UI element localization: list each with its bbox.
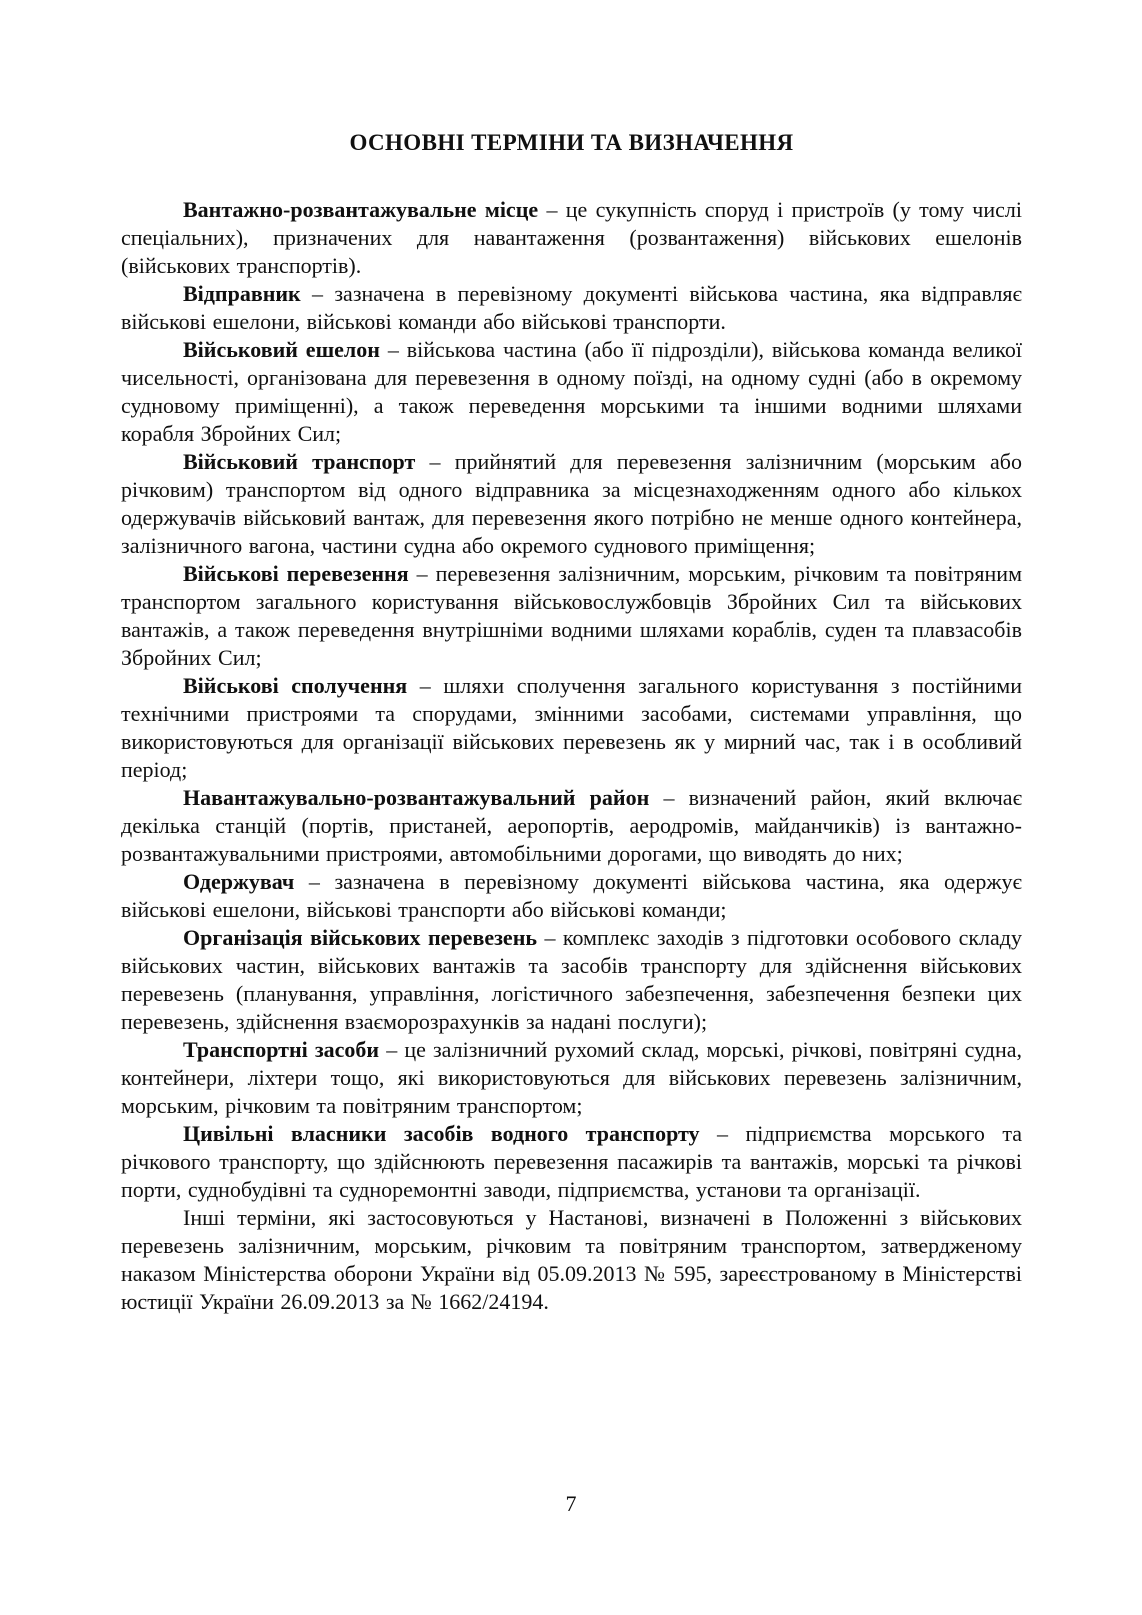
definition-text: – зазначена в перевізному документі військова частина, яка відправляє військові ешелони, військові команди або військові транспорти.	[121, 281, 1022, 334]
definition-text: – військова частина (або її підрозділи), військова команда великої чисельності, організована для перевезення в одному поїзді, на одному судні (або в окремому судновому приміщенні), а також переведення морськими та іншими водними шляхами корабля Збройних Сил;	[121, 337, 1022, 446]
definitions-list	[121, 196, 1022, 1316]
term: Військовий ешелон	[183, 337, 380, 362]
definition-paragraph	[121, 1036, 1022, 1120]
term: Організація військових перевезень	[183, 925, 537, 950]
closing-paragraph	[121, 1204, 1022, 1316]
term: Військові перевезення	[183, 561, 409, 586]
definition-paragraph	[121, 1120, 1022, 1204]
definition-text: – шляхи сполучення загального користування з постійними технічними пристроями та спорудами, змінними засобами, системами управління, що використовуються для організації військових перевезень як у мирний час, так і в особливий період;	[121, 673, 1022, 782]
definition-text: – підприємства морського та річкового транспорту, що здійснюють перевезення пасажирів та вантажів, морські та річкові порти, суднобудівні та судноремонтні заводи, підприємства, установи та організації.	[121, 1121, 1022, 1202]
definition-text: – зазначена в перевізному документі військова частина, яка одержує військові ешелони, військові транспорти або військові команди;	[121, 869, 1022, 922]
term: Одержувач	[183, 869, 295, 894]
definition-paragraph	[121, 672, 1022, 784]
definition-paragraph	[121, 784, 1022, 868]
term: Транспортні засоби	[183, 1037, 380, 1062]
definition-text: Інші терміни, які застосовуються у Настанові, визначені в Положенні з військових перевезень залізничним, морським, річковим та повітряним транспортом, затвердженому наказом Міністерства оборони України від 05.09.2013 № 595, зареєстрованому в Міністерстві юстиції України 26.09.2013 за № 1662/24194.	[121, 1205, 1022, 1314]
definition-text: – перевезення залізничним, морським, річковим та повітряним транспортом загального користування військовослужбовців Збройних Сил та військових вантажів, а також переведення внутрішніми водними шляхами кораблів, суден та плавзасобів Збройних Сил;	[121, 561, 1022, 670]
definition-paragraph	[121, 336, 1022, 448]
term: Вантажно-розвантажувальне місце	[183, 197, 539, 222]
definition-text: – це сукупність споруд і пристроїв (у тому числі спеціальних), призначених для навантаження (розвантаження) військових ешелонів (військових транспортів).	[121, 197, 1022, 278]
definition-paragraph	[121, 924, 1022, 1036]
page-number: 7	[565, 1491, 577, 1516]
page-title: ОСНОВНІ ТЕРМІНИ ТА ВИЗНАЧЕННЯ	[349, 130, 794, 155]
definition-text: – прийнятий для перевезення залізничним (морським або річковим) транспортом від одного відправника за місцезнаходженням одного або кількох одержувачів військовий вантаж, для перевезення якого потрібно не менше одного контейнера, залізничного вагона, частини судна або окремого суднового приміщення;	[121, 449, 1022, 558]
term: Відправник	[183, 281, 301, 306]
definition-text: – визначений район, який включає декілька станцій (портів, пристаней, аеропортів, аеродромів, майданчиків) із вантажно-розвантажувальними пристроями, автомобільними дорогами, що виводять до них;	[121, 785, 1023, 866]
term: Навантажувально-розвантажувальний район	[183, 785, 650, 810]
definition-paragraph	[121, 560, 1022, 672]
definition-paragraph	[121, 448, 1022, 560]
definition-text: – це залізничний рухомий склад, морські, річкові, повітряні судна, контейнери, ліхтери тощо, які використовуються для військових перевезень залізничним, морським, річковим та повітряним транспортом;	[121, 1037, 1022, 1118]
term: Цивільні власники засобів водного транспорту	[183, 1121, 700, 1146]
term: Військовий транспорт	[183, 449, 416, 474]
definition-text: – комплекс заходів з підготовки особового складу військових частин, військових вантажів та засобів транспорту для здійснення військових перевезень (планування, управління, логістичного забезпечення, забезпечення безпеки цих перевезень, здійснення взаєморозрахунків за надані послуги);	[121, 925, 1022, 1034]
term: Військові сполучення	[183, 673, 408, 698]
definition-paragraph	[121, 868, 1022, 924]
definition-paragraph	[121, 280, 1022, 336]
definition-paragraph	[121, 196, 1022, 280]
